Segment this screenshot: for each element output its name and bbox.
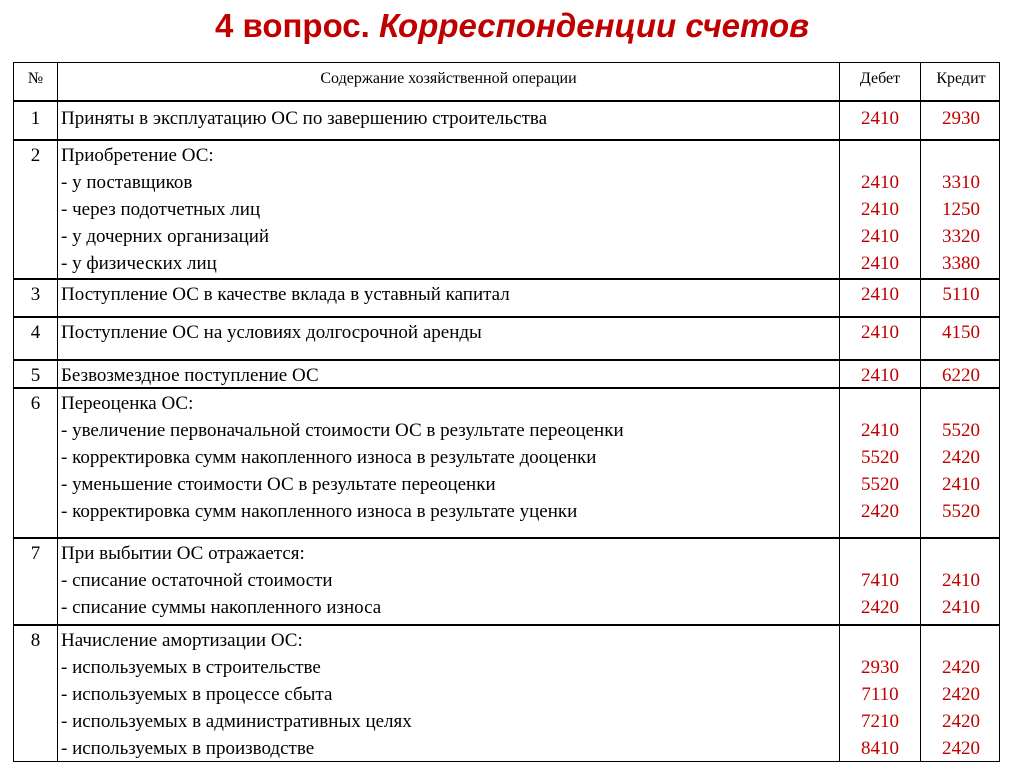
debit-account: 7210	[861, 711, 899, 732]
row-number: 7	[30, 543, 41, 564]
credit-account: 6220	[942, 365, 980, 386]
debit-account: 2410	[861, 226, 899, 247]
credit-account: 2420	[942, 684, 980, 705]
operation-text: - списание остаточной стоимости	[61, 570, 333, 591]
header-divider	[14, 100, 999, 102]
debit-account: 2930	[861, 657, 899, 678]
header-credit: Кредит	[936, 70, 986, 87]
debit-account: 8410	[861, 738, 899, 759]
row-number: 4	[30, 322, 41, 343]
credit-account: 5520	[942, 420, 980, 441]
debit-account: 2410	[861, 322, 899, 343]
operation-text: - уменьшение стоимости ОС в результате переоценки	[61, 474, 496, 495]
row-number: 3	[30, 284, 41, 305]
operation-text: Начисление амортизации ОС:	[61, 630, 303, 651]
credit-account: 2410	[942, 474, 980, 495]
credit-account: 2420	[942, 711, 980, 732]
debit-account: 7410	[861, 570, 899, 591]
operation-text: При выбытии ОС отражается:	[61, 543, 305, 564]
correspondence-table	[13, 62, 1000, 762]
row-divider	[14, 139, 999, 141]
debit-account: 2410	[861, 284, 899, 305]
operation-text: Переоценка ОС:	[61, 393, 194, 414]
debit-account: 2420	[861, 597, 899, 618]
credit-account: 5110	[942, 284, 980, 305]
page-title	[0, 4, 1024, 48]
operation-text: - списание суммы накопленного износа	[61, 597, 382, 618]
debit-account: 2410	[861, 199, 899, 220]
operation-text: - через подотчетных лиц	[61, 199, 261, 220]
row-number: 8	[30, 630, 41, 651]
row-divider	[14, 624, 999, 626]
credit-account: 2410	[942, 597, 980, 618]
credit-account: 2410	[942, 570, 980, 591]
header-debit: Дебет	[859, 70, 901, 87]
operation-text: Приобретение ОС:	[61, 145, 214, 166]
debit-account: 2410	[861, 365, 899, 386]
operation-text: - у дочерних организаций	[61, 226, 270, 247]
operation-text: - у физических лиц	[61, 253, 217, 274]
operation-text: - используемых в строительстве	[61, 657, 321, 678]
debit-account: 2410	[861, 420, 899, 441]
debit-account: 5520	[861, 474, 899, 495]
row-number: 2	[30, 145, 41, 166]
operation-text: Приняты в эксплуатацию ОС по завершению строительства	[61, 108, 548, 129]
operation-text: - корректировка сумм накопленного износа в результате дооценки	[61, 447, 597, 468]
title-prefix: 4 вопрос.	[214, 7, 379, 44]
row-divider	[14, 278, 999, 280]
operation-text: - корректировка сумм накопленного износа в результате уценки	[61, 501, 578, 522]
header-num: №	[27, 70, 44, 87]
row-divider	[14, 537, 999, 539]
header-content: Содержание хозяйственной операции	[320, 70, 577, 87]
debit-account: 2410	[861, 172, 899, 193]
debit-account: 7110	[861, 684, 899, 705]
credit-account: 2930	[942, 108, 980, 129]
debit-account: 2410	[861, 108, 899, 129]
operation-text: Поступление ОС в качестве вклада в уставный капитал	[61, 284, 510, 305]
credit-account: 3380	[942, 253, 980, 274]
row-divider	[14, 316, 999, 318]
row-number: 5	[30, 365, 41, 386]
row-number: 6	[30, 393, 41, 414]
debit-account: 2420	[861, 501, 899, 522]
credit-account: 2420	[942, 738, 980, 759]
row-divider	[14, 387, 999, 389]
row-number: 1	[30, 108, 41, 129]
credit-account: 5520	[942, 501, 980, 522]
debit-account: 5520	[861, 447, 899, 468]
credit-account: 1250	[942, 199, 980, 220]
operation-text: - используемых в административных целях	[61, 711, 412, 732]
column-divider	[57, 63, 58, 761]
row-divider	[14, 359, 999, 361]
credit-account: 4150	[942, 322, 980, 343]
credit-account: 2420	[942, 447, 980, 468]
title-emphasis: Корреспонденции счетов	[379, 7, 810, 44]
credit-account: 2420	[942, 657, 980, 678]
debit-account: 2410	[861, 253, 899, 274]
operation-text: Безвозмездное поступление ОС	[61, 365, 319, 386]
operation-text: - используемых в производстве	[61, 738, 315, 759]
operation-text: - увеличение первоначальной стоимости ОС в результате переоценки	[61, 420, 624, 441]
operation-text: Поступление ОС на условиях долгосрочной аренды	[61, 322, 482, 343]
credit-account: 3310	[942, 172, 980, 193]
credit-account: 3320	[942, 226, 980, 247]
operation-text: - у поставщиков	[61, 172, 193, 193]
operation-text: - используемых в процессе сбыта	[61, 684, 333, 705]
